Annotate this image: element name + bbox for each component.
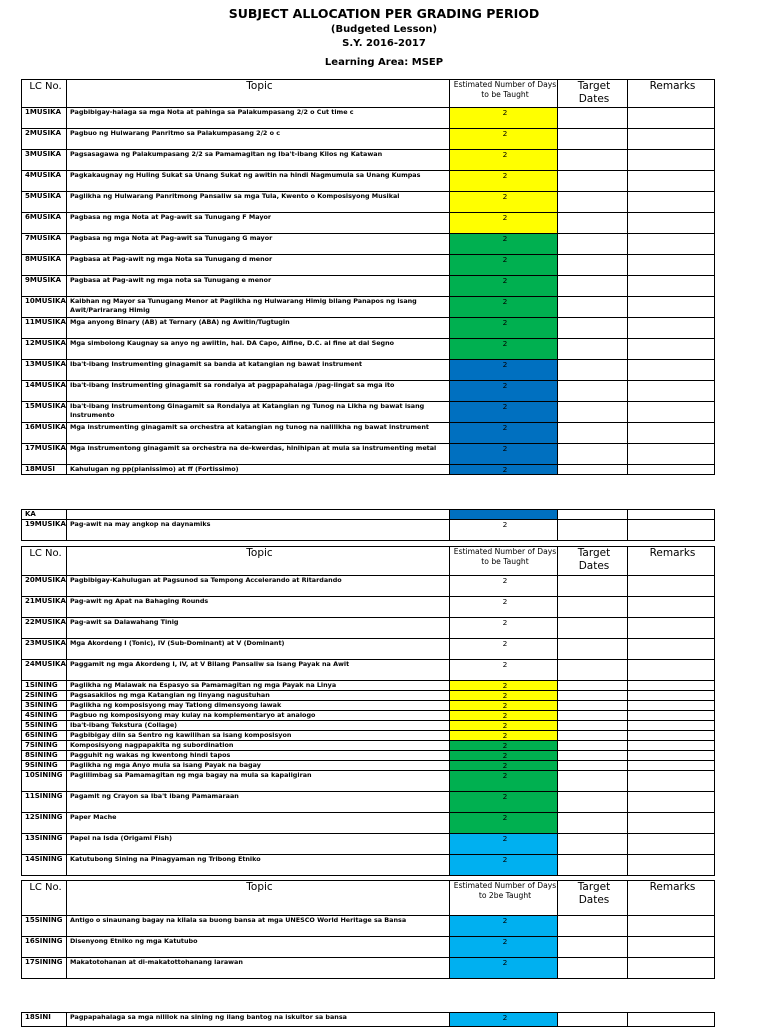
lc-number: 24MUSIKA bbox=[22, 660, 67, 681]
target-date-cell bbox=[558, 360, 628, 381]
table-row bbox=[22, 691, 715, 701]
remarks-cell bbox=[628, 721, 715, 731]
topic-text: Mga anyong Binary (AB) at Ternary (ABA) ng Awitin/Tugtugin bbox=[67, 318, 450, 339]
lc-number: 3MUSIKA bbox=[22, 150, 67, 171]
days-cell: 2 bbox=[450, 741, 558, 751]
lc-number: 12SINING bbox=[22, 813, 67, 834]
target-date-cell bbox=[558, 597, 628, 618]
remarks-cell bbox=[628, 834, 715, 855]
days-cell: 2 bbox=[450, 618, 558, 639]
lc-number: 1SINING bbox=[22, 681, 67, 691]
target-date-cell bbox=[558, 741, 628, 751]
target-date-cell bbox=[558, 150, 628, 171]
header-topic: Topic bbox=[67, 80, 450, 108]
remarks-cell bbox=[628, 108, 715, 129]
target-date-cell bbox=[558, 855, 628, 876]
days-cell: 2 bbox=[450, 681, 558, 691]
target-date-cell bbox=[558, 520, 628, 541]
days-cell: 2 bbox=[450, 916, 558, 937]
table-row bbox=[22, 360, 715, 381]
lc-number: 18SINI bbox=[22, 1013, 67, 1027]
days-cell: 2 bbox=[450, 1013, 558, 1027]
remarks-cell bbox=[628, 444, 715, 465]
days-cell: 2 bbox=[450, 444, 558, 465]
table-row bbox=[22, 751, 715, 761]
lc-number: 19MUSIKA bbox=[22, 520, 67, 541]
table-row bbox=[22, 192, 715, 213]
table-row bbox=[22, 423, 715, 444]
lc-number: 6MUSIKA bbox=[22, 213, 67, 234]
table-row bbox=[22, 813, 715, 834]
header-topic: Topic bbox=[67, 881, 450, 916]
remarks-cell bbox=[628, 318, 715, 339]
days-cell: 2 bbox=[450, 213, 558, 234]
remarks-cell bbox=[628, 761, 715, 771]
allocation-table-5 bbox=[21, 1012, 715, 1027]
lc-number: 13MUSIKA bbox=[22, 360, 67, 381]
remarks-cell bbox=[628, 639, 715, 660]
remarks-cell bbox=[628, 520, 715, 541]
table-row bbox=[22, 958, 715, 979]
topic-text: Kahulugan ng pp(pianissimo) at ff (Fortissimo) bbox=[67, 465, 450, 475]
remarks-cell bbox=[628, 213, 715, 234]
target-date-cell bbox=[558, 444, 628, 465]
topic-text: Iba't-ibang Instrumentong Ginagamit sa Rondalya at Katangian ng Tunog na Likha ng bawat isang Instrumento bbox=[67, 402, 450, 423]
remarks-cell bbox=[628, 597, 715, 618]
target-date-cell bbox=[558, 171, 628, 192]
table-row bbox=[22, 339, 715, 360]
topic-text: Katutubong Sining na Pinagyaman ng Tribong Etniko bbox=[67, 855, 450, 876]
topic-text: Pag-awit ng Apat na Bahaging Rounds bbox=[67, 597, 450, 618]
lc-number: 17MUSIKA bbox=[22, 444, 67, 465]
days-cell: 2 bbox=[450, 402, 558, 423]
table-row bbox=[22, 108, 715, 129]
table-row bbox=[22, 792, 715, 813]
target-date-cell bbox=[558, 701, 628, 711]
target-date-cell bbox=[558, 618, 628, 639]
table-row bbox=[22, 639, 715, 660]
days-cell: 2 bbox=[450, 691, 558, 701]
days-cell: 2 bbox=[450, 276, 558, 297]
table-row bbox=[22, 381, 715, 402]
topic-text: Paglikha ng komposisyong may Tatlong dimensyong lawak bbox=[67, 701, 450, 711]
topic-text: Mga Akordeng I (Tonic), IV (Sub-Dominant) at V (Dominant) bbox=[67, 639, 450, 660]
target-date-cell bbox=[558, 465, 628, 475]
header-target-dates: Target Dates bbox=[558, 547, 628, 576]
target-date-cell bbox=[558, 255, 628, 276]
target-date-cell bbox=[558, 751, 628, 761]
table-row bbox=[22, 618, 715, 639]
remarks-cell bbox=[628, 150, 715, 171]
table-row bbox=[22, 276, 715, 297]
remarks-cell bbox=[628, 381, 715, 402]
days-cell: 2 bbox=[450, 339, 558, 360]
lc-number: 5SINING bbox=[22, 721, 67, 731]
remarks-cell bbox=[628, 691, 715, 701]
remarks-cell bbox=[628, 576, 715, 597]
target-date-cell bbox=[558, 771, 628, 792]
table-row bbox=[22, 465, 715, 475]
days-cell: 2 bbox=[450, 171, 558, 192]
days-cell: 2 bbox=[450, 751, 558, 761]
target-date-cell bbox=[558, 318, 628, 339]
table-row bbox=[22, 1013, 715, 1027]
allocation-table-4 bbox=[21, 880, 715, 979]
topic-text: Pagkakaugnay ng Huling Sukat sa Unang Sukat ng awitin na hindi Nagmumula sa Unang Kumpas bbox=[67, 171, 450, 192]
remarks-cell bbox=[628, 813, 715, 834]
target-date-cell bbox=[558, 402, 628, 423]
target-date-cell bbox=[558, 234, 628, 255]
target-date-cell bbox=[558, 937, 628, 958]
allocation-table-1 bbox=[21, 79, 715, 475]
target-date-cell bbox=[558, 192, 628, 213]
target-date-cell bbox=[558, 381, 628, 402]
lc-number: 11MUSIKA bbox=[22, 318, 67, 339]
topic-text: Kaibhan ng Mayor sa Tunugang Menor at Paglikha ng Hulwarang Himig bilang Panapos ng isang Awit/Parirarang Himig bbox=[67, 297, 450, 318]
table-row bbox=[22, 318, 715, 339]
lc-number: 18MUSI bbox=[22, 465, 67, 475]
table-row bbox=[22, 402, 715, 423]
remarks-cell bbox=[628, 792, 715, 813]
table-row bbox=[22, 297, 715, 318]
target-date-cell bbox=[558, 576, 628, 597]
header-remarks: Remarks bbox=[628, 881, 715, 916]
topic-text: Pagpapahalaga sa mga nililok na sining ng ilang bantog na iskultor sa bansa bbox=[67, 1013, 450, 1027]
remarks-cell bbox=[628, 701, 715, 711]
topic-text: Pagbuo ng komposisyong may kulay na komplementaryo at analogo bbox=[67, 711, 450, 721]
target-date-cell bbox=[558, 958, 628, 979]
table-row bbox=[22, 444, 715, 465]
lc-number: 9SINING bbox=[22, 761, 67, 771]
lc-number: 21MUSIKA bbox=[22, 597, 67, 618]
topic-text: Iba't-ibang Instrumenting ginagamit sa rondalya at pagpapahalaga /pag-iingat sa mga ito bbox=[67, 381, 450, 402]
document-title: SUBJECT ALLOCATION PER GRADING PERIOD bbox=[228, 6, 540, 21]
header-remarks: Remarks bbox=[628, 547, 715, 576]
days-cell: 2 bbox=[450, 597, 558, 618]
lc-number: 13SINING bbox=[22, 834, 67, 855]
topic-text: Mga instrumentong ginagamit sa orchestra na de-kwerdas, hinihipan at mula sa instrumenting metal bbox=[67, 444, 450, 465]
table-row bbox=[22, 761, 715, 771]
remarks-cell bbox=[628, 360, 715, 381]
lc-number: 15MUSIKA bbox=[22, 402, 67, 423]
target-date-cell bbox=[558, 761, 628, 771]
table-row bbox=[22, 129, 715, 150]
remarks-cell bbox=[628, 751, 715, 761]
topic-text: Pag-awit sa Dalawahang Tinig bbox=[67, 618, 450, 639]
remarks-cell bbox=[628, 255, 715, 276]
table-row bbox=[22, 711, 715, 721]
target-date-cell bbox=[558, 916, 628, 937]
days-cell: 2 bbox=[450, 297, 558, 318]
lc-number: 10MUSIKA bbox=[22, 297, 67, 318]
days-cell: 2 bbox=[450, 234, 558, 255]
days-cell: 2 bbox=[450, 721, 558, 731]
lc-number: 23MUSIKA bbox=[22, 639, 67, 660]
header-topic: Topic bbox=[67, 547, 450, 576]
topic-text: Pagbasa ng mga Nota at Pag-awit sa Tunugang F Mayor bbox=[67, 213, 450, 234]
header-row bbox=[22, 80, 715, 108]
header-lc-no: LC No. bbox=[22, 547, 67, 576]
target-date-cell bbox=[558, 213, 628, 234]
topic-text: Pagsasagawa ng Palakumpasang 2/2 sa Pamamagitan ng Iba't-ibang Kilos ng Katawan bbox=[67, 150, 450, 171]
table-row bbox=[22, 834, 715, 855]
table-row bbox=[22, 741, 715, 751]
days-cell: 2 bbox=[450, 360, 558, 381]
topic-text: Mga simbolong Kaugnay sa anyo ng awiitin, hal. DA Capo, Alfine, D.C. al fine at dal Segno bbox=[67, 339, 450, 360]
topic-text: Antigo o sinaunang bagay na kilala sa buong bansa at mga UNESCO World Heritage sa Bansa bbox=[67, 916, 450, 937]
table-row bbox=[22, 681, 715, 691]
lc-number: 7SINING bbox=[22, 741, 67, 751]
topic-text: Pagbibigay diin sa Sentro ng kawilihan sa isang komposisyon bbox=[67, 731, 450, 741]
table-row bbox=[22, 213, 715, 234]
topic-text: Mga instrumenting ginagamit sa orchestra at katangian ng tunog na nalilikha ng bawat instrument bbox=[67, 423, 450, 444]
header-target-dates: Target Dates bbox=[558, 881, 628, 916]
remarks-cell bbox=[628, 465, 715, 475]
header-row bbox=[22, 881, 715, 916]
table-row bbox=[22, 171, 715, 192]
remarks-cell bbox=[628, 510, 715, 520]
days-cell: 2 bbox=[450, 701, 558, 711]
remarks-cell bbox=[628, 339, 715, 360]
topic-text: Pagbasa at Pag-awit ng mga nota sa Tunugang e menor bbox=[67, 276, 450, 297]
header-target-dates: Target Dates bbox=[558, 80, 628, 108]
lc-number: 5MUSIKA bbox=[22, 192, 67, 213]
table-row bbox=[22, 660, 715, 681]
target-date-cell bbox=[558, 660, 628, 681]
days-cell: 2 bbox=[450, 192, 558, 213]
lc-number: 8MUSIKA bbox=[22, 255, 67, 276]
topic-text: Paggamit ng mga Akordeng I, IV, at V Bilang Pansaliw sa Isang Payak na Awit bbox=[67, 660, 450, 681]
days-cell: 2 bbox=[450, 465, 558, 475]
table-row bbox=[22, 701, 715, 711]
topic-text: Paglikha ng Malawak na Espasyo sa Pamamagitan ng mga Payak na Linya bbox=[67, 681, 450, 691]
remarks-cell bbox=[628, 402, 715, 423]
days-cell: 2 bbox=[450, 711, 558, 721]
header-estimated-days: Estimated Number of Days to 2be Taught bbox=[450, 881, 558, 916]
days-cell: 2 bbox=[450, 639, 558, 660]
topic-text: Disenyong Etniko ng mga Katutubo bbox=[67, 937, 450, 958]
learning-area: Learning Area: MSEP bbox=[324, 57, 444, 68]
header-estimated-days: Estimated Number of Days to be Taught bbox=[450, 547, 558, 576]
lc-number: 2SINING bbox=[22, 691, 67, 701]
topic-text: Paglilimbag sa Pamamagitan ng mga bagay na mula sa kapaligiran bbox=[67, 771, 450, 792]
topic-text: Papel na Isda (Origami Fish) bbox=[67, 834, 450, 855]
target-date-cell bbox=[558, 276, 628, 297]
table-row bbox=[22, 597, 715, 618]
remarks-cell bbox=[628, 855, 715, 876]
days-cell: 2 bbox=[450, 660, 558, 681]
days-cell: 2 bbox=[450, 423, 558, 444]
days-cell: 2 bbox=[450, 381, 558, 402]
table-row bbox=[22, 255, 715, 276]
topic-text: Komposisyong nagpapakita ng subordination bbox=[67, 741, 450, 751]
lc-number: 1MUSIKA bbox=[22, 108, 67, 129]
target-date-cell bbox=[558, 681, 628, 691]
target-date-cell bbox=[558, 108, 628, 129]
target-date-cell bbox=[558, 792, 628, 813]
topic-text: Pagsasakilos ng mga Katangian ng linyang nagustuhan bbox=[67, 691, 450, 701]
lc-number: 9MUSIKA bbox=[22, 276, 67, 297]
lc-number: 22MUSIKA bbox=[22, 618, 67, 639]
target-date-cell bbox=[558, 813, 628, 834]
days-cell: 2 bbox=[450, 771, 558, 792]
topic-text: Makatotohanan at di-makatottohanang larawan bbox=[67, 958, 450, 979]
days-cell: 2 bbox=[450, 520, 558, 541]
lc-number: 15SINING bbox=[22, 916, 67, 937]
remarks-cell bbox=[628, 297, 715, 318]
lc-number: 12MUSIKA bbox=[22, 339, 67, 360]
remarks-cell bbox=[628, 234, 715, 255]
topic-text: Pagbibigay-halaga sa mga Nota at pahinga sa Palakumpasang 2/2 o Cut time c bbox=[67, 108, 450, 129]
table-row bbox=[22, 150, 715, 171]
days-cell: 2 bbox=[450, 129, 558, 150]
remarks-cell bbox=[628, 171, 715, 192]
target-date-cell bbox=[558, 297, 628, 318]
allocation-table-3 bbox=[21, 546, 715, 876]
lc-number: 14MUSIKA bbox=[22, 381, 67, 402]
days-cell: 2 bbox=[450, 937, 558, 958]
topic-text: Iba't-ibang Tekstura (Collage) bbox=[67, 721, 450, 731]
lc-number-continued: KA bbox=[22, 510, 67, 520]
table-row bbox=[22, 771, 715, 792]
topic-text: Paglikha ng mga Anyo mula sa isang Payak na bagay bbox=[67, 761, 450, 771]
table-row bbox=[22, 510, 715, 520]
table-row bbox=[22, 520, 715, 541]
days-cell: 2 bbox=[450, 318, 558, 339]
table-row bbox=[22, 855, 715, 876]
remarks-cell bbox=[628, 711, 715, 721]
topic-text: Iba't-ibang Instrumenting ginagamit sa banda at katangian ng bawat instrument bbox=[67, 360, 450, 381]
remarks-cell bbox=[628, 681, 715, 691]
remarks-cell bbox=[628, 129, 715, 150]
target-date-cell bbox=[558, 423, 628, 444]
topic-text: Paglikha ng Hulwarang Panritmong Pansaliw sa mga Tula, Kwento o Komposisyong Musikal bbox=[67, 192, 450, 213]
header-estimated-days: Estimated Number of Days to be Taught bbox=[450, 80, 558, 108]
lc-number: 16MUSIKA bbox=[22, 423, 67, 444]
target-date-cell bbox=[558, 711, 628, 721]
header-row bbox=[22, 547, 715, 576]
days-cell: 2 bbox=[450, 150, 558, 171]
target-date-cell bbox=[558, 731, 628, 741]
table-row bbox=[22, 721, 715, 731]
lc-number: 4SINING bbox=[22, 711, 67, 721]
lc-number: 2MUSIKA bbox=[22, 129, 67, 150]
header-remarks: Remarks bbox=[628, 80, 715, 108]
days-cell: 2 bbox=[450, 576, 558, 597]
remarks-cell bbox=[628, 771, 715, 792]
table-row bbox=[22, 576, 715, 597]
target-date-cell bbox=[558, 510, 628, 520]
table-row bbox=[22, 234, 715, 255]
topic-text: Pagbasa ng mga Nota at Pag-awit sa Tunugang G mayor bbox=[67, 234, 450, 255]
lc-number: 17SINING bbox=[22, 958, 67, 979]
days-cell: 2 bbox=[450, 813, 558, 834]
remarks-cell bbox=[628, 1013, 715, 1027]
target-date-cell bbox=[558, 691, 628, 701]
days-cell: 2 bbox=[450, 834, 558, 855]
days-cell: 2 bbox=[450, 108, 558, 129]
days-cell: 2 bbox=[450, 761, 558, 771]
remarks-cell bbox=[628, 276, 715, 297]
lc-number: 4MUSIKA bbox=[22, 171, 67, 192]
lc-number: 8SINING bbox=[22, 751, 67, 761]
days-cell: 2 bbox=[450, 731, 558, 741]
target-date-cell bbox=[558, 339, 628, 360]
document-subtitle: (Budgeted Lesson) bbox=[330, 24, 438, 35]
target-date-cell bbox=[558, 834, 628, 855]
remarks-cell bbox=[628, 618, 715, 639]
days-cell: 2 bbox=[450, 958, 558, 979]
header-lc-no: LC No. bbox=[22, 80, 67, 108]
topic-text: Pagbibigay-Kahulugan at Pagsunod sa Tempong Accelerando at Ritardando bbox=[67, 576, 450, 597]
header-lc-no: LC No. bbox=[22, 881, 67, 916]
lc-number: 14SINING bbox=[22, 855, 67, 876]
lc-number: 7MUSIKA bbox=[22, 234, 67, 255]
remarks-cell bbox=[628, 423, 715, 444]
lc-number: 20MUSIKA bbox=[22, 576, 67, 597]
target-date-cell bbox=[558, 639, 628, 660]
lc-number: 11SINING bbox=[22, 792, 67, 813]
remarks-cell bbox=[628, 937, 715, 958]
topic-text bbox=[67, 510, 450, 520]
school-year: S.Y. 2016-2017 bbox=[342, 38, 426, 49]
target-date-cell bbox=[558, 1013, 628, 1027]
lc-number: 10SINING bbox=[22, 771, 67, 792]
remarks-cell bbox=[628, 916, 715, 937]
topic-text: Paper Mache bbox=[67, 813, 450, 834]
table-row bbox=[22, 916, 715, 937]
days-cell bbox=[450, 510, 558, 520]
topic-text: Pagguhit ng wakas ng kwentong hindi tapos bbox=[67, 751, 450, 761]
remarks-cell bbox=[628, 192, 715, 213]
topic-text: Pagamit ng Crayon sa Iba't ibang Pamamaraan bbox=[67, 792, 450, 813]
days-cell: 2 bbox=[450, 855, 558, 876]
target-date-cell bbox=[558, 129, 628, 150]
remarks-cell bbox=[628, 958, 715, 979]
target-date-cell bbox=[558, 721, 628, 731]
lc-number: 3SINING bbox=[22, 701, 67, 711]
topic-text: Pagbuo ng Hulwarang Panritmo sa Palakumpasang 2/2 o c bbox=[67, 129, 450, 150]
days-cell: 2 bbox=[450, 792, 558, 813]
table-row bbox=[22, 937, 715, 958]
lc-number: 16SINING bbox=[22, 937, 67, 958]
topic-text: Pag-awit na may angkop na daynamiks bbox=[67, 520, 450, 541]
remarks-cell bbox=[628, 731, 715, 741]
allocation-table-2 bbox=[21, 509, 715, 541]
lc-number: 6SINING bbox=[22, 731, 67, 741]
remarks-cell bbox=[628, 660, 715, 681]
topic-text: Pagbasa at Pag-awit ng mga Nota sa Tunugang d menor bbox=[67, 255, 450, 276]
remarks-cell bbox=[628, 741, 715, 751]
days-cell: 2 bbox=[450, 255, 558, 276]
table-row bbox=[22, 731, 715, 741]
